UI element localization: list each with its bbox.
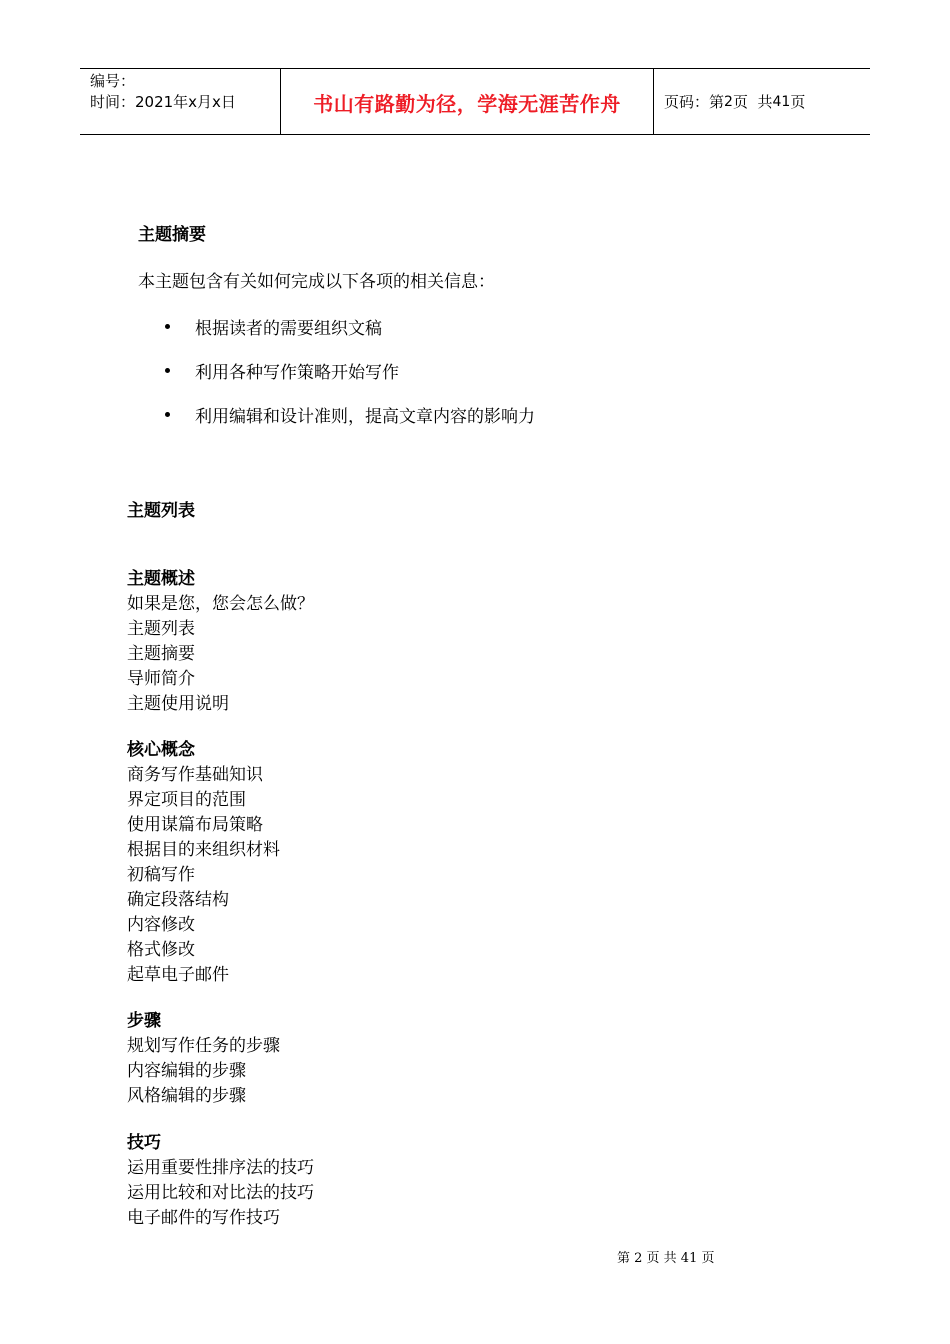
header-page-prefix: 页码：第 [664, 93, 725, 111]
list-item: 主题使用说明 [127, 694, 229, 714]
list-item: 内容修改 [127, 915, 195, 935]
list-item: 商务写作基础知识 [127, 765, 263, 785]
list-item: 起草电子邮件 [127, 965, 229, 985]
summary-bullet-text: 利用编辑和设计准则，提高文章内容的影响力 [195, 407, 535, 427]
summary-bullet-text: 利用各种写作策略开始写作 [195, 363, 399, 383]
summary-bullet [165, 358, 399, 383]
topic-group-core-concepts [127, 738, 280, 988]
header-page-total: 41 [772, 93, 791, 110]
page-footer: 第 2 页 共 41 页 [617, 1251, 715, 1266]
list-item: 运用比较和对比法的技巧 [127, 1183, 314, 1203]
list-item: 风格编辑的步骤 [127, 1086, 246, 1106]
list-item: 主题摘要 [127, 644, 195, 664]
header-number-label: 编号： [90, 72, 136, 90]
header-info-cell [80, 69, 281, 134]
list-item: 根据目的来组织材料 [127, 840, 280, 860]
list-item: 导师简介 [127, 669, 195, 689]
list-item: 初稿写作 [127, 865, 195, 885]
list-item: 如果是您，您会怎么做？ [127, 594, 314, 614]
list-item: 内容编辑的步骤 [127, 1061, 246, 1081]
bullet-dot-icon [165, 324, 170, 329]
list-item: 主题列表 [127, 619, 195, 639]
bullet-dot-icon [165, 412, 170, 417]
summary-bullet-text: 根据读者的需要组织文稿 [195, 319, 382, 339]
topic-group-title: 技巧 [127, 1133, 161, 1153]
list-item: 界定项目的范围 [127, 790, 246, 810]
topic-group-steps [127, 1009, 280, 1109]
header-motto: 书山有路勤为径，学海无涯苦作舟 [313, 92, 621, 116]
summary-title: 主题摘要 [138, 225, 206, 245]
summary-intro: 本主题包含有关如何完成以下各项的相关信息： [138, 272, 495, 292]
topic-group-title: 核心概念 [127, 740, 195, 760]
topic-group-title: 主题概述 [127, 569, 195, 589]
header-page-current: 2 [724, 93, 733, 110]
list-item: 格式修改 [127, 940, 195, 960]
list-item: 使用谋篇布局策略 [127, 815, 263, 835]
header-time-label: 时间：2021年x月x日 [90, 93, 236, 111]
topic-group-tips [127, 1131, 314, 1231]
header-page-cell [654, 69, 870, 134]
list-item: 电子邮件的写作技巧 [127, 1208, 280, 1228]
topic-list-title: 主题列表 [127, 501, 195, 521]
list-item: 确定段落结构 [127, 890, 229, 910]
header-page-suffix: 页 [790, 93, 806, 111]
list-item: 运用重要性排序法的技巧 [127, 1158, 314, 1178]
topic-group-overview [127, 567, 314, 717]
topic-group-title: 步骤 [127, 1011, 161, 1031]
summary-bullet [165, 314, 382, 339]
header-page-mid: 页 共 [732, 93, 773, 111]
list-item: 规划写作任务的步骤 [127, 1036, 280, 1056]
document-header [80, 68, 870, 135]
header-motto-cell [281, 69, 654, 134]
summary-bullet [165, 402, 535, 427]
bullet-dot-icon [165, 368, 170, 373]
